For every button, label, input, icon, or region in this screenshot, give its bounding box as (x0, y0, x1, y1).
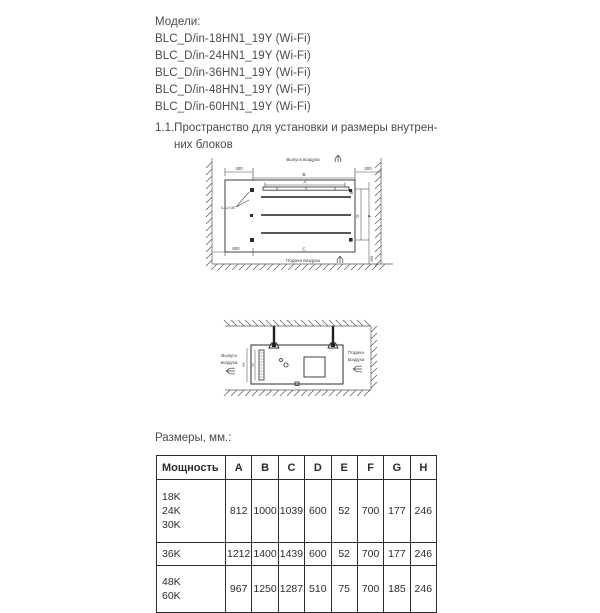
table-row (157, 566, 437, 613)
label-air-outlet-left-1: Выпуск (221, 353, 237, 358)
dim-letter-g: G (249, 363, 255, 367)
table-row (157, 480, 437, 543)
dim-label-600: 600 (232, 246, 240, 251)
table-header-d: D (305, 456, 331, 480)
table-cell-e: 52 (331, 543, 357, 566)
dim-label-200-bottom: 200 (370, 255, 374, 263)
table-cell-a: 967 (226, 566, 252, 613)
dim-letter-c: C (302, 246, 306, 252)
table-header-e: E (331, 456, 357, 480)
dim-letter-a: A (303, 179, 307, 185)
indoor-unit-outline (225, 180, 355, 252)
dim-letter-f: F (367, 214, 372, 218)
dimensions-caption: Размеры, мм.: (155, 432, 232, 444)
table-cell-f: 700 (357, 480, 383, 543)
dim-letter-b: B (302, 173, 306, 178)
table-cell-c: 1439 (278, 543, 304, 566)
table-header-power: Мощность (157, 456, 226, 480)
table-cell-d: 510 (305, 566, 331, 613)
table-cell-g: 177 (384, 543, 410, 566)
power-label: 60K (162, 590, 181, 602)
bolt-note-label: 4-12×30 (220, 206, 235, 210)
table-header-row (157, 456, 437, 480)
installation-clearance-diagram-top (203, 152, 403, 270)
table-header-g: G (384, 456, 410, 480)
table-cell-power (157, 566, 226, 613)
table-header-f: F (357, 456, 383, 480)
power-label: 36K (162, 548, 181, 560)
bolt-callout-leader (236, 192, 249, 207)
power-label: 48K (162, 576, 181, 588)
arrow-up-intake (337, 256, 343, 263)
unit-internal-bars (261, 197, 351, 233)
table-cell-power (157, 543, 226, 566)
model-line-3: BLC_D/in-36HN1_19Y (Wi-Fi) (155, 67, 311, 79)
dim-label-200-top: 200 (364, 166, 372, 171)
table-cell-b: 1250 (252, 566, 278, 613)
dimensions-table (156, 455, 437, 613)
wall-hatching (206, 158, 393, 270)
arrow-left-outlet (226, 368, 235, 374)
table-cell-e: 52 (331, 480, 357, 543)
installation-clearance-diagram-side (203, 312, 403, 410)
dim-letter-e: E (350, 191, 354, 195)
table-cell-c: 1039 (278, 480, 304, 543)
indoor-unit-body (251, 345, 343, 384)
table-cell-h: 246 (410, 566, 436, 613)
section-heading-line-2: них блоков (174, 139, 233, 151)
dim-label-400: 400 (235, 166, 243, 171)
model-line-1: BLC_D/in-18HN1_19Y (Wi-Fi) (155, 33, 311, 45)
table-cell-a: 1212 (226, 543, 252, 566)
section-heading (155, 120, 455, 154)
power-label: 30K (162, 519, 181, 531)
table-cell-h: 246 (410, 543, 436, 566)
table-cell-a: 812 (226, 480, 252, 543)
table-cell-g: 177 (384, 480, 410, 543)
table-cell-power (157, 480, 226, 543)
table-row (157, 543, 437, 566)
table-header-b: B (252, 456, 278, 480)
table-cell-c: 1287 (278, 566, 304, 613)
models-label: Модели: (155, 16, 201, 28)
model-line-5: BLC_D/in-60HN1_19Y (Wi-Fi) (155, 101, 311, 113)
suspension-rods (274, 326, 333, 343)
models-text-block (155, 14, 455, 154)
table-header-c: C (278, 456, 304, 480)
label-air-outlet-left-2: воздуха (220, 360, 238, 365)
label-air-intake-right-1: Подача (348, 350, 364, 355)
unit-pipe-ports (280, 359, 289, 368)
section-heading-line-1: 1.1.Пространство для установки и размеры внутрен- (155, 122, 438, 134)
table-cell-h: 246 (410, 480, 436, 543)
table-cell-d: 600 (305, 480, 331, 543)
table-header-h: H (410, 456, 436, 480)
table-cell-g: 185 (384, 566, 410, 613)
table-cell-e: 75 (331, 566, 357, 613)
table-cell-b: 1000 (252, 480, 278, 543)
arrow-left-intake (353, 366, 362, 372)
power-label: 18K (162, 491, 181, 503)
dim-letter-d: D (355, 214, 360, 218)
table-cell-d: 600 (305, 543, 331, 566)
dim-letter-h: H (241, 363, 246, 367)
table-cell-f: 700 (357, 566, 383, 613)
model-line-2: BLC_D/in-24HN1_19Y (Wi-Fi) (155, 50, 311, 62)
power-label: 24K (162, 505, 181, 517)
label-air-intake-right-2: воздуха (347, 357, 365, 362)
table-cell-b: 1400 (252, 543, 278, 566)
label-air-intake-bottom: Подача воздуха (286, 258, 320, 263)
label-air-outlet-top: Выпуск воздуха (286, 157, 320, 162)
unit-access-panel (304, 357, 325, 377)
arrow-up-outlet (335, 155, 341, 162)
table-header-a: A (226, 456, 252, 480)
table-cell-f: 700 (357, 543, 383, 566)
model-line-4: BLC_D/in-48HN1_19Y (Wi-Fi) (155, 84, 311, 96)
